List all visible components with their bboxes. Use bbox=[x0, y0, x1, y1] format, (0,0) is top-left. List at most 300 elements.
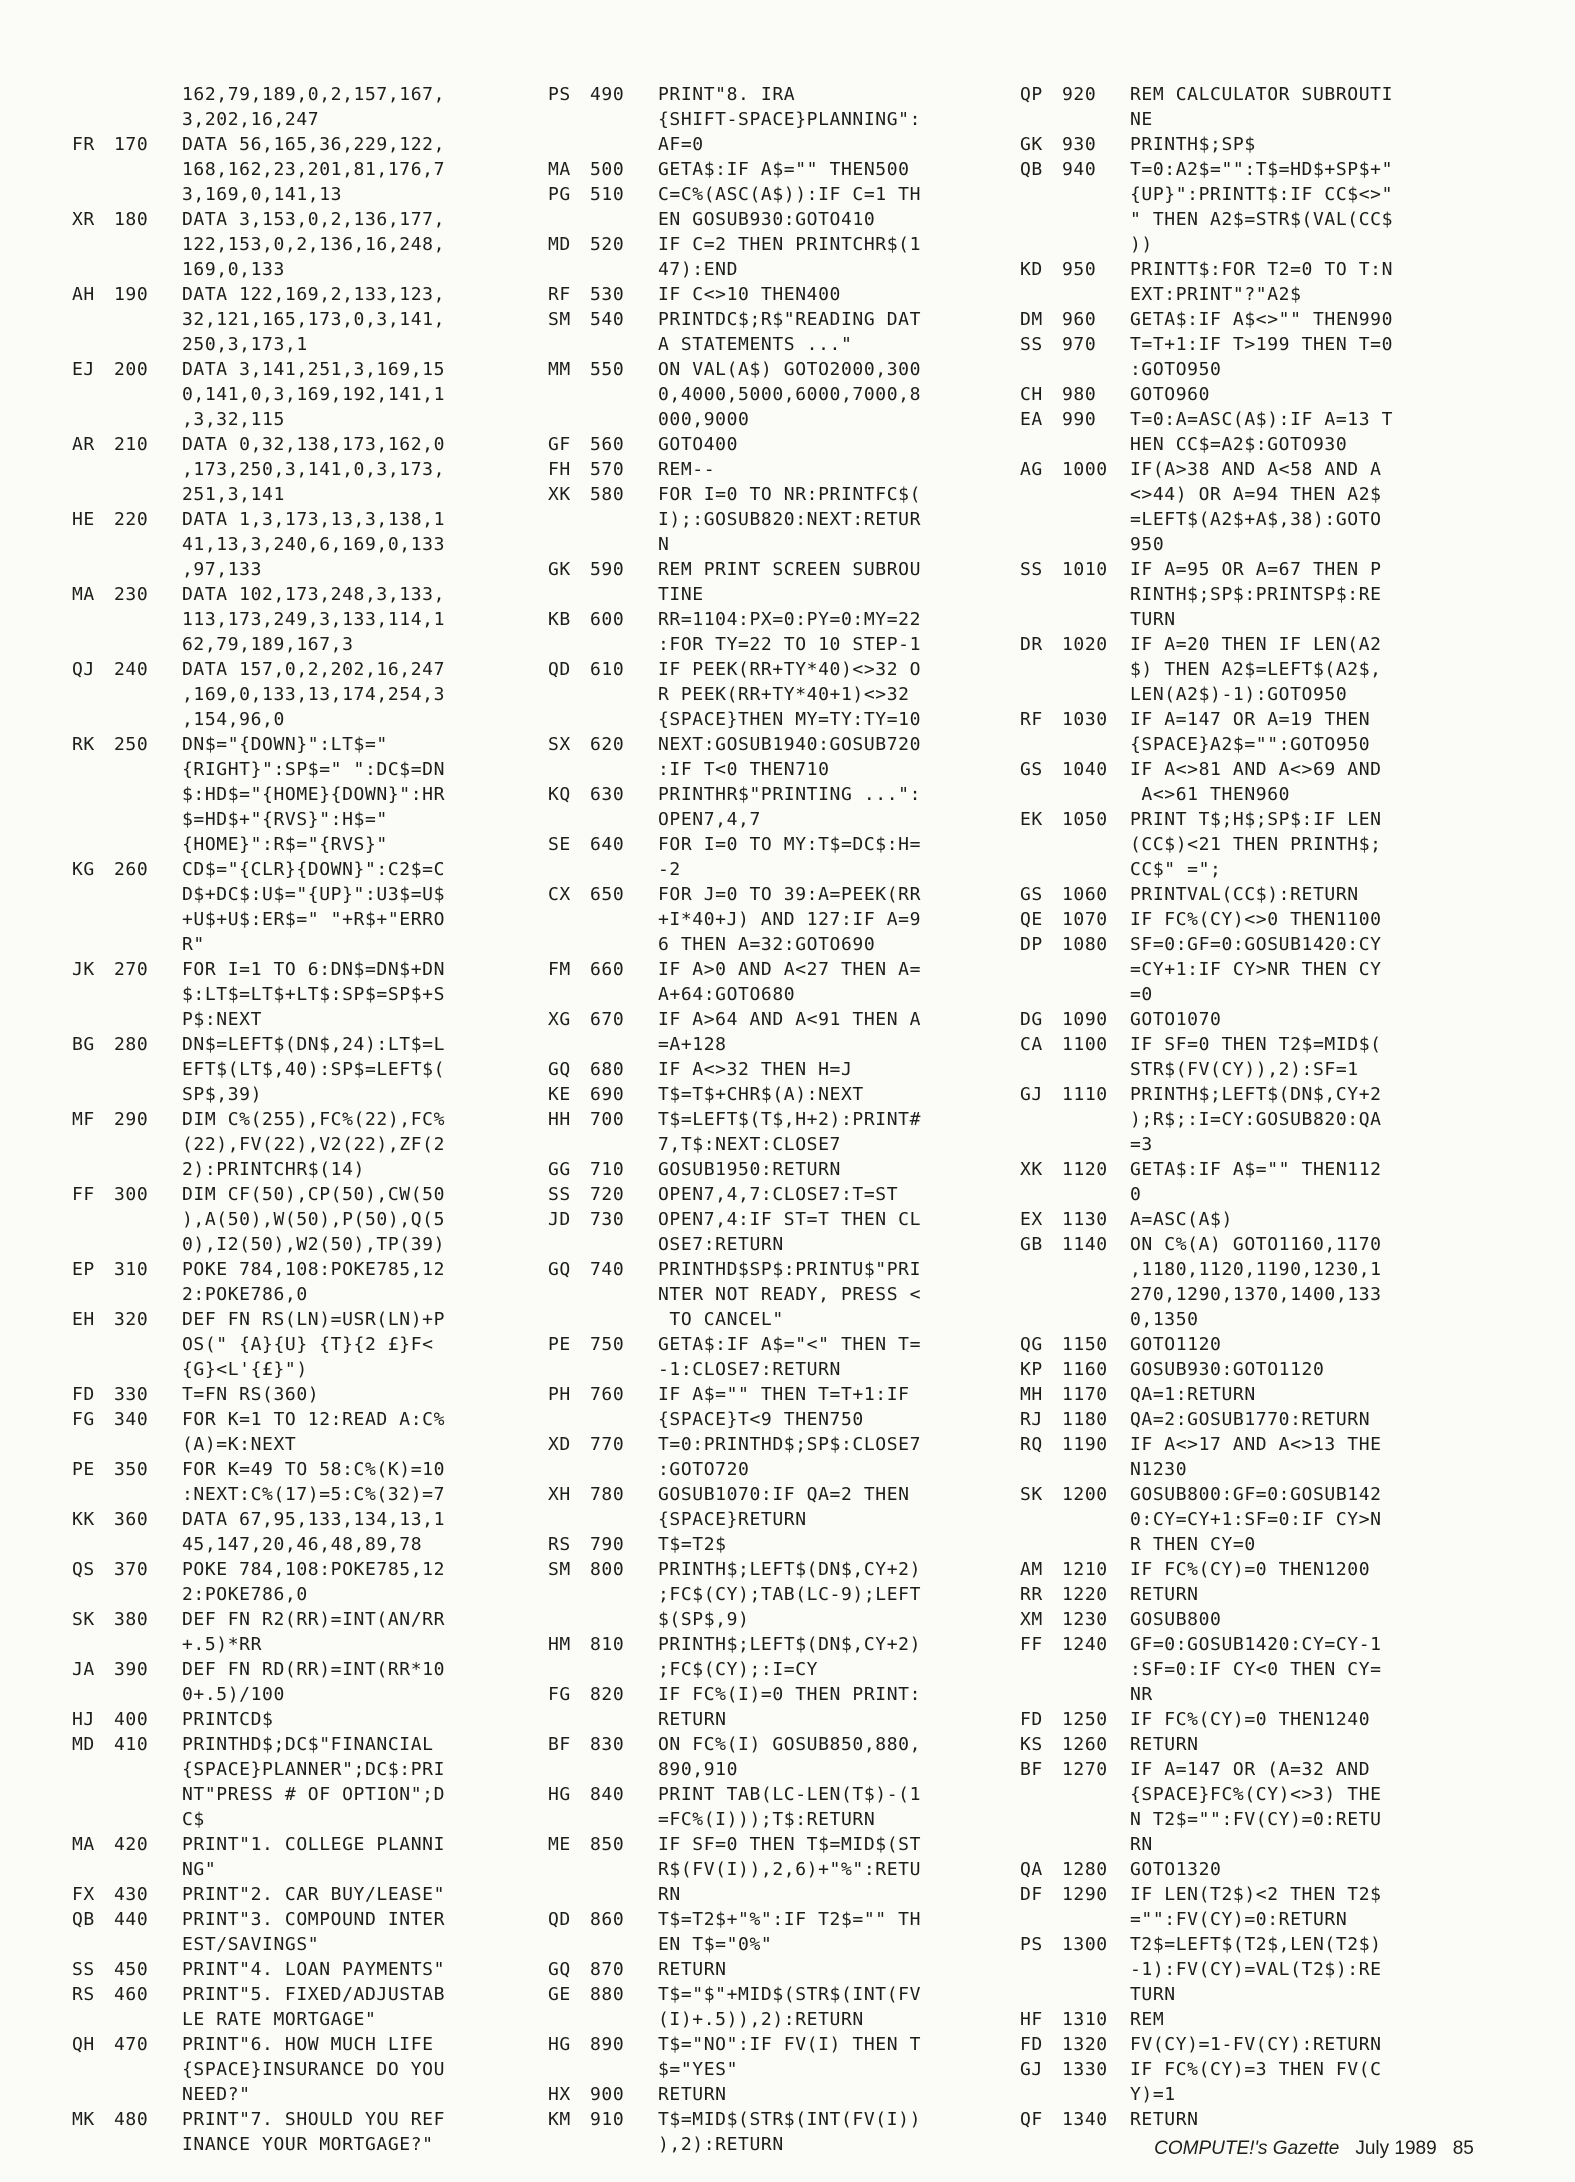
code-text: OPEN7,4,7:CLOSE7:T=ST bbox=[658, 1184, 899, 1205]
code-text: A STATEMENTS ..." bbox=[658, 334, 853, 355]
code-text: ),2):RETURN bbox=[658, 2134, 784, 2155]
code-text: IF C<>10 THEN400 bbox=[658, 284, 841, 305]
code-line bbox=[548, 232, 1018, 257]
code-text: {HOME}":R$="{RVS}" bbox=[182, 834, 388, 855]
code-line bbox=[548, 732, 1018, 757]
code-text: A+64:GOTO680 bbox=[658, 984, 796, 1005]
page-number: 85 bbox=[1452, 2138, 1474, 2159]
code-line bbox=[72, 1932, 532, 1957]
code-line bbox=[72, 1257, 532, 1282]
code-text: DATA 1,3,173,13,3,138,1 bbox=[182, 509, 446, 530]
code-line bbox=[72, 1707, 532, 1732]
code-line bbox=[1020, 1732, 1520, 1757]
code-text: SF=0:GF=0:GOSUB1420:CY bbox=[1130, 934, 1382, 955]
code-text: DATA 56,165,36,229,122, bbox=[182, 134, 446, 155]
line-number: 540 bbox=[590, 309, 625, 330]
code-line bbox=[1020, 432, 1520, 457]
code-line bbox=[548, 907, 1018, 932]
code-line bbox=[72, 1957, 532, 1982]
checksum-tag: JA bbox=[72, 1659, 95, 1680]
checksum-tag: GB bbox=[1020, 1234, 1043, 1255]
code-text: {SPACE}FC%(CY)<>3) THE bbox=[1130, 1784, 1382, 1805]
checksum-tag: DP bbox=[1020, 934, 1043, 955]
checksum-tag: QA bbox=[1020, 1859, 1043, 1880]
code-line bbox=[548, 832, 1018, 857]
checksum-tag: DR bbox=[1020, 634, 1043, 655]
code-text: -1):FV(CY)=VAL(T2$):RE bbox=[1130, 1959, 1382, 1980]
code-text: GOSUB930:GOTO1120 bbox=[1130, 1359, 1325, 1380]
code-text: PRINTHR$"PRINTING ...": bbox=[658, 784, 922, 805]
checksum-tag: HG bbox=[548, 2034, 571, 2055]
code-text: IF A>0 AND A<27 THEN A= bbox=[658, 959, 922, 980]
line-number: 1200 bbox=[1062, 1484, 1108, 1505]
code-line bbox=[548, 282, 1018, 307]
code-text: DATA 3,141,251,3,169,15 bbox=[182, 359, 446, 380]
code-text: 2:POKE786,0 bbox=[182, 1584, 308, 1605]
code-text: ;FC$(CY);TAB(LC-9);LEFT bbox=[658, 1584, 922, 1605]
checksum-tag: GQ bbox=[548, 1259, 571, 1280]
code-line bbox=[548, 1032, 1018, 1057]
checksum-tag: JD bbox=[548, 1209, 571, 1230]
checksum-tag: SK bbox=[72, 1609, 95, 1630]
code-text: FOR I=0 TO MY:T$=DC$:H= bbox=[658, 834, 922, 855]
checksum-tag: RQ bbox=[1020, 1434, 1043, 1455]
code-text: IF A<>81 AND A<>69 AND bbox=[1130, 759, 1382, 780]
checksum-tag: MH bbox=[1020, 1384, 1043, 1405]
code-line bbox=[1020, 857, 1520, 882]
code-line bbox=[1020, 2082, 1520, 2107]
line-number: 420 bbox=[114, 1834, 149, 1855]
code-text: 2:POKE786,0 bbox=[182, 1284, 308, 1305]
code-text: ,3,32,115 bbox=[182, 409, 285, 430]
line-number: 1130 bbox=[1062, 1209, 1108, 1230]
code-text: REM bbox=[1130, 2009, 1165, 2030]
code-text: :IF T<0 THEN710 bbox=[658, 759, 830, 780]
line-number: 450 bbox=[114, 1959, 149, 1980]
code-line bbox=[548, 1582, 1018, 1607]
code-text: {SPACE}T<9 THEN750 bbox=[658, 1409, 864, 1430]
code-line bbox=[1020, 157, 1520, 182]
line-number: 550 bbox=[590, 359, 625, 380]
code-text: R THEN CY=0 bbox=[1130, 1534, 1256, 1555]
code-line bbox=[1020, 1507, 1520, 1532]
line-number: 530 bbox=[590, 284, 625, 305]
code-line bbox=[548, 1457, 1018, 1482]
line-number: 730 bbox=[590, 1209, 625, 1230]
code-line bbox=[72, 1632, 532, 1657]
code-line bbox=[72, 107, 532, 132]
code-line bbox=[72, 682, 532, 707]
checksum-tag: FG bbox=[548, 1684, 571, 1705]
code-line bbox=[72, 582, 532, 607]
checksum-tag: CA bbox=[1020, 1034, 1043, 1055]
checksum-tag: EJ bbox=[72, 359, 95, 380]
code-line bbox=[548, 1357, 1018, 1382]
code-text: PRINTH$;LEFT$(DN$,CY+2 bbox=[1130, 1084, 1382, 1105]
code-text: DN$=LEFT$(DN$,24):LT$=L bbox=[182, 1034, 446, 1055]
code-line bbox=[1020, 532, 1520, 557]
code-text: (22),FV(22),V2(22),ZF(2 bbox=[182, 1134, 446, 1155]
code-text: 6 THEN A=32:GOTO690 bbox=[658, 934, 876, 955]
code-text: D$+DC$:U$="{UP}":U3$=U$ bbox=[182, 884, 446, 905]
code-line bbox=[1020, 1932, 1520, 1957]
code-line bbox=[72, 1457, 532, 1482]
code-text: T=0:PRINTHD$;SP$:CLOSE7 bbox=[658, 1434, 922, 1455]
line-number: 700 bbox=[590, 1109, 625, 1130]
code-line bbox=[72, 982, 532, 1007]
code-line bbox=[548, 982, 1018, 1007]
checksum-tag: KB bbox=[548, 609, 571, 630]
code-line bbox=[72, 2057, 532, 2082]
code-line bbox=[1020, 382, 1520, 407]
checksum-tag: XH bbox=[548, 1484, 571, 1505]
code-text: {SHIFT-SPACE}PLANNING": bbox=[658, 109, 922, 130]
checksum-tag: EH bbox=[72, 1309, 95, 1330]
code-line bbox=[72, 207, 532, 232]
line-number: 1010 bbox=[1062, 559, 1108, 580]
checksum-tag: FM bbox=[548, 959, 571, 980]
code-line bbox=[72, 257, 532, 282]
listing-column-3 bbox=[1020, 82, 1520, 2132]
line-number: 880 bbox=[590, 1984, 625, 2005]
code-line bbox=[1020, 107, 1520, 132]
code-text: IF A$="" THEN T=T+1:IF bbox=[658, 1384, 910, 1405]
code-line bbox=[1020, 307, 1520, 332]
code-text: DIM CF(50),CP(50),CW(50 bbox=[182, 1184, 446, 1205]
code-line bbox=[1020, 1382, 1520, 1407]
code-text: T=0:A2$="":T$=HD$+SP$+" bbox=[1130, 159, 1394, 180]
code-line bbox=[1020, 482, 1520, 507]
checksum-tag: BF bbox=[1020, 1759, 1043, 1780]
line-number: 480 bbox=[114, 2109, 149, 2130]
code-line bbox=[72, 1082, 532, 1107]
code-line bbox=[1020, 2057, 1520, 2082]
code-line bbox=[1020, 1807, 1520, 1832]
checksum-tag: FH bbox=[548, 459, 571, 480]
checksum-tag: GS bbox=[1020, 884, 1043, 905]
checksum-tag: PH bbox=[548, 1384, 571, 1405]
code-line bbox=[72, 657, 532, 682]
code-line bbox=[548, 532, 1018, 557]
code-text: T=T+1:IF T>199 THEN T=0 bbox=[1130, 334, 1394, 355]
code-text: AF=0 bbox=[658, 134, 704, 155]
code-text: ,154,96,0 bbox=[182, 709, 285, 730]
code-text: REM-- bbox=[658, 459, 716, 480]
line-number: 300 bbox=[114, 1184, 149, 1205]
code-text: OPEN7,4:IF ST=T THEN CL bbox=[658, 1209, 922, 1230]
code-line bbox=[548, 957, 1018, 982]
checksum-tag: QJ bbox=[72, 659, 95, 680]
code-line bbox=[1020, 1007, 1520, 1032]
code-text: IF FC%(CY)<>0 THEN1100 bbox=[1130, 909, 1382, 930]
code-text: GETA$:IF A$<>"" THEN990 bbox=[1130, 309, 1394, 330]
checksum-tag: HM bbox=[548, 1634, 571, 1655]
line-number: 340 bbox=[114, 1409, 149, 1430]
line-number: 1260 bbox=[1062, 1734, 1108, 1755]
code-line bbox=[548, 1732, 1018, 1757]
code-text: DEF FN R2(RR)=INT(AN/RR bbox=[182, 1609, 446, 1630]
code-line bbox=[72, 332, 532, 357]
checksum-tag: QB bbox=[72, 1909, 95, 1930]
checksum-tag: FD bbox=[1020, 2034, 1043, 2055]
checksum-tag: RJ bbox=[1020, 1409, 1043, 1430]
code-line bbox=[548, 1782, 1018, 1807]
line-number: 820 bbox=[590, 1684, 625, 1705]
code-text: =LEFT$(A2$+A$,38):GOTO bbox=[1130, 509, 1382, 530]
code-line bbox=[72, 382, 532, 407]
code-text: OS(" {A}{U} {T}{2 £}F< bbox=[182, 1334, 434, 1355]
line-number: 810 bbox=[590, 1634, 625, 1655]
code-line bbox=[1020, 1607, 1520, 1632]
code-text: ON FC%(I) GOSUB850,880, bbox=[658, 1734, 922, 1755]
code-line bbox=[1020, 1782, 1520, 1807]
code-line bbox=[1020, 1957, 1520, 1982]
code-line bbox=[1020, 632, 1520, 657]
line-number: 910 bbox=[590, 2109, 625, 2130]
code-line bbox=[1020, 682, 1520, 707]
line-number: 430 bbox=[114, 1884, 149, 1905]
line-number: 250 bbox=[114, 734, 149, 755]
line-number: 650 bbox=[590, 884, 625, 905]
line-number: 1060 bbox=[1062, 884, 1108, 905]
code-text: {RIGHT}":SP$=" ":DC$=DN bbox=[182, 759, 446, 780]
code-text: NEXT:GOSUB1940:GOSUB720 bbox=[658, 734, 922, 755]
line-number: 1280 bbox=[1062, 1859, 1108, 1880]
code-line bbox=[548, 1882, 1018, 1907]
code-text: PRINTH$;SP$ bbox=[1130, 134, 1256, 155]
line-number: 1080 bbox=[1062, 934, 1108, 955]
code-text: -2 bbox=[658, 859, 681, 880]
line-number: 1100 bbox=[1062, 1034, 1108, 1055]
code-text: $:HD$="{HOME}{DOWN}":HR bbox=[182, 784, 446, 805]
code-line bbox=[1020, 1707, 1520, 1732]
code-line bbox=[72, 1757, 532, 1782]
publication-name: COMPUTE!'s Gazette bbox=[1154, 2138, 1340, 2159]
checksum-tag: CX bbox=[548, 884, 571, 905]
code-text: PRINT"1. COLLEGE PLANNI bbox=[182, 1834, 446, 1855]
code-text: N T2$="":FV(CY)=0:RETU bbox=[1130, 1809, 1382, 1830]
line-number: 630 bbox=[590, 784, 625, 805]
checksum-tag: AG bbox=[1020, 459, 1043, 480]
code-line bbox=[548, 332, 1018, 357]
code-line bbox=[548, 1532, 1018, 1557]
code-text: IF A=147 OR A=19 THEN bbox=[1130, 709, 1371, 730]
code-line bbox=[72, 2082, 532, 2107]
code-line bbox=[1020, 1332, 1520, 1357]
code-text: A=ASC(A$) bbox=[1130, 1209, 1233, 1230]
code-text: EST/SAVINGS" bbox=[182, 1934, 320, 1955]
code-line bbox=[1020, 407, 1520, 432]
code-text: EFT$(LT$,40):SP$=LEFT$( bbox=[182, 1059, 446, 1080]
code-text: PRINT"4. LOAN PAYMENTS" bbox=[182, 1959, 446, 1980]
code-line bbox=[72, 707, 532, 732]
line-number: 470 bbox=[114, 2034, 149, 2055]
code-line bbox=[548, 1207, 1018, 1232]
code-line bbox=[1020, 207, 1520, 232]
code-line bbox=[72, 557, 532, 582]
code-line bbox=[1020, 357, 1520, 382]
code-text: ON VAL(A$) GOTO2000,300 bbox=[658, 359, 922, 380]
code-text: EN T$="0%" bbox=[658, 1934, 773, 1955]
checksum-tag: CH bbox=[1020, 384, 1043, 405]
code-text: INANCE YOUR MORTGAGE?" bbox=[182, 2134, 434, 2155]
code-text: GETA$:IF A$="<" THEN T= bbox=[658, 1334, 922, 1355]
code-text: NG" bbox=[182, 1859, 217, 1880]
code-line bbox=[548, 382, 1018, 407]
code-text: DATA 3,153,0,2,136,177, bbox=[182, 209, 446, 230]
code-text: FOR I=0 TO NR:PRINTFC$( bbox=[658, 484, 922, 505]
code-text: GOTO1120 bbox=[1130, 1334, 1222, 1355]
code-line bbox=[1020, 1882, 1520, 1907]
code-line bbox=[548, 1907, 1018, 1932]
code-line bbox=[548, 807, 1018, 832]
code-line bbox=[548, 1982, 1018, 2007]
line-number: 590 bbox=[590, 559, 625, 580]
code-line bbox=[548, 2082, 1018, 2107]
code-text: T2$=LEFT$(T2$,LEN(T2$) bbox=[1130, 1934, 1382, 1955]
listing-column-2 bbox=[548, 82, 1018, 2157]
code-line bbox=[72, 1732, 532, 1757]
code-line bbox=[1020, 957, 1520, 982]
line-number: 1310 bbox=[1062, 2009, 1108, 2030]
code-text: NEED?" bbox=[182, 2084, 251, 2105]
code-text: ON C%(A) GOTO1160,1170 bbox=[1130, 1234, 1382, 1255]
code-text: ,169,0,133,13,174,254,3 bbox=[182, 684, 446, 705]
line-number: 580 bbox=[590, 484, 625, 505]
checksum-tag: KM bbox=[548, 2109, 571, 2130]
code-line bbox=[72, 782, 532, 807]
checksum-tag: MK bbox=[72, 2109, 95, 2130]
checksum-tag: XR bbox=[72, 209, 95, 230]
line-number: 170 bbox=[114, 134, 149, 155]
checksum-tag: QB bbox=[1020, 159, 1043, 180]
code-text: RETURN bbox=[658, 2084, 727, 2105]
code-line bbox=[548, 2132, 1018, 2157]
code-line bbox=[72, 907, 532, 932]
code-line bbox=[1020, 557, 1520, 582]
code-text: REM PRINT SCREEN SUBROU bbox=[658, 559, 922, 580]
line-number: 990 bbox=[1062, 409, 1097, 430]
checksum-tag: FX bbox=[72, 1884, 95, 1905]
code-text: T$=MID$(STR$(INT(FV(I)) bbox=[658, 2109, 922, 2130]
code-line bbox=[548, 157, 1018, 182]
line-number: 1220 bbox=[1062, 1584, 1108, 1605]
code-text: NT"PRESS # OF OPTION";D bbox=[182, 1784, 446, 1805]
code-line bbox=[1020, 1032, 1520, 1057]
line-number: 920 bbox=[1062, 84, 1097, 105]
code-line bbox=[72, 1007, 532, 1032]
code-text: PRINTHD$SP$:PRINTU$"PRI bbox=[658, 1259, 922, 1280]
code-line bbox=[72, 232, 532, 257]
code-line bbox=[548, 682, 1018, 707]
line-number: 960 bbox=[1062, 309, 1097, 330]
code-line bbox=[548, 307, 1018, 332]
checksum-tag: XG bbox=[548, 1009, 571, 1030]
line-number: 1070 bbox=[1062, 909, 1108, 930]
line-number: 620 bbox=[590, 734, 625, 755]
code-line bbox=[72, 532, 532, 557]
line-number: 400 bbox=[114, 1709, 149, 1730]
checksum-tag: QS bbox=[72, 1559, 95, 1580]
checksum-tag: RS bbox=[72, 1984, 95, 2005]
code-text: PRINT"7. SHOULD YOU REF bbox=[182, 2109, 446, 2130]
code-text: T$=T$+CHR$(A):NEXT bbox=[658, 1084, 864, 1105]
code-text: IF SF=0 THEN T$=MID$(ST bbox=[658, 1834, 922, 1855]
line-number: 1340 bbox=[1062, 2109, 1108, 2130]
code-text: TINE bbox=[658, 584, 704, 605]
code-text: OSE7:RETURN bbox=[658, 1234, 784, 1255]
code-line bbox=[72, 1382, 532, 1407]
code-text: DN$="{DOWN}":LT$=" bbox=[182, 734, 388, 755]
code-text: IF FC%(CY)=0 THEN1240 bbox=[1130, 1709, 1371, 1730]
checksum-tag: EP bbox=[72, 1259, 95, 1280]
line-number: 510 bbox=[590, 184, 625, 205]
code-line bbox=[1020, 282, 1520, 307]
code-line bbox=[1020, 782, 1520, 807]
code-text: DIM C%(255),FC%(22),FC% bbox=[182, 1109, 446, 1130]
line-number: 1040 bbox=[1062, 759, 1108, 780]
line-number: 1240 bbox=[1062, 1634, 1108, 1655]
code-line bbox=[72, 1157, 532, 1182]
code-line bbox=[1020, 707, 1520, 732]
code-text: EN GOSUB930:GOTO410 bbox=[658, 209, 876, 230]
code-text: ;FC$(CY);:I=CY bbox=[658, 1659, 819, 1680]
code-text: RETURN bbox=[1130, 1734, 1199, 1755]
code-text: DATA 122,169,2,133,123, bbox=[182, 284, 446, 305]
checksum-tag: SK bbox=[1020, 1484, 1043, 1505]
code-text: :GOTO950 bbox=[1130, 359, 1222, 380]
line-number: 440 bbox=[114, 1909, 149, 1930]
code-line bbox=[72, 457, 532, 482]
checksum-tag: KE bbox=[548, 1084, 571, 1105]
code-line bbox=[548, 2007, 1018, 2032]
code-text: FOR K=1 TO 12:READ A:C% bbox=[182, 1409, 446, 1430]
code-line bbox=[548, 857, 1018, 882]
checksum-tag: SS bbox=[548, 1184, 571, 1205]
code-text: {SPACE}PLANNER";DC$:PRI bbox=[182, 1759, 446, 1780]
line-number: 490 bbox=[590, 84, 625, 105]
code-text: =A+128 bbox=[658, 1034, 727, 1055]
code-text: $) THEN A2$=LEFT$(A2$, bbox=[1130, 659, 1382, 680]
code-line bbox=[548, 782, 1018, 807]
code-text: RETURN bbox=[658, 1709, 727, 1730]
checksum-tag: FD bbox=[1020, 1709, 1043, 1730]
code-line bbox=[548, 582, 1018, 607]
code-line bbox=[72, 857, 532, 882]
code-text: IF(A>38 AND A<58 AND A bbox=[1130, 459, 1382, 480]
checksum-tag: QP bbox=[1020, 84, 1043, 105]
code-text: <>44) OR A=94 THEN A2$ bbox=[1130, 484, 1382, 505]
line-number: 380 bbox=[114, 1609, 149, 1630]
code-line bbox=[548, 1482, 1018, 1507]
code-line bbox=[72, 157, 532, 182]
code-text: {SPACE}THEN MY=TY:TY=10 bbox=[658, 709, 922, 730]
line-number: 210 bbox=[114, 434, 149, 455]
code-line bbox=[72, 307, 532, 332]
checksum-tag: HG bbox=[548, 1784, 571, 1805]
code-text: 169,0,133 bbox=[182, 259, 285, 280]
line-number: 600 bbox=[590, 609, 625, 630]
line-number: 1150 bbox=[1062, 1334, 1108, 1355]
code-line bbox=[1020, 132, 1520, 157]
checksum-tag: MM bbox=[548, 359, 571, 380]
code-line bbox=[1020, 1082, 1520, 1107]
code-text: GOSUB800 bbox=[1130, 1609, 1222, 1630]
code-text: 32,121,165,173,0,3,141, bbox=[182, 309, 446, 330]
code-line bbox=[1020, 2032, 1520, 2057]
line-number: 360 bbox=[114, 1509, 149, 1530]
code-text: RN bbox=[1130, 1834, 1153, 1855]
